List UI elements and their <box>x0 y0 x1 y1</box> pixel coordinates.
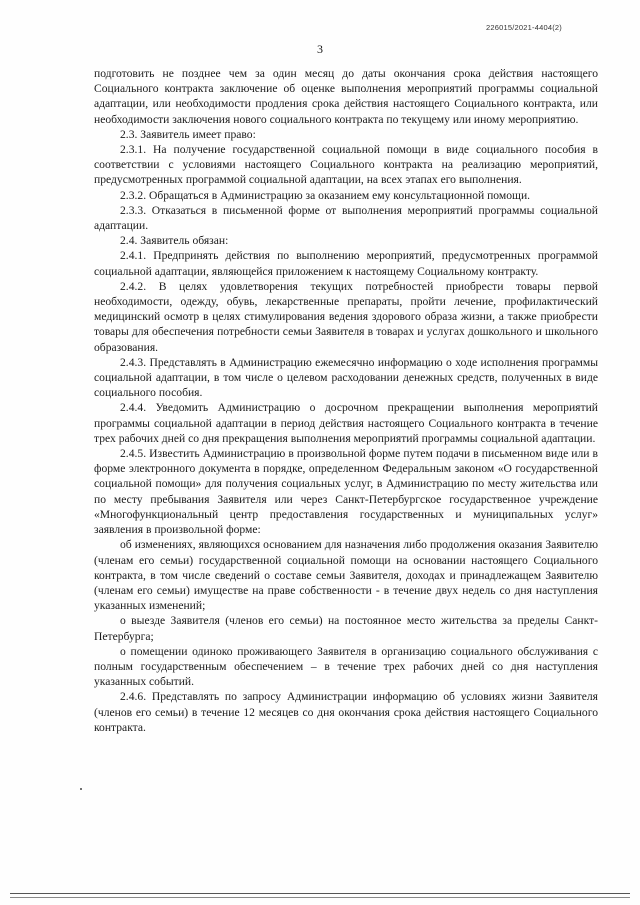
paragraph-changes: об изменениях, являющихся основанием для назначения либо продолжения оказания Заявителю (членам его семьи) государственной социальной помощи на основании настоящего Социального контракта, в том числе сведений о составе семьи Заявителя, доходах и принадлежащем Заявителю (членам его семьи) имуществе на праве собственности - в течение двух недель со дня наступления указанных изменений; <box>94 538 598 613</box>
paragraph-placement: о помещении одиноко проживающего Заявителя в организацию социального обслуживания с полным государственным обеспечением – в течение трех рабочих дней со дня наступления указанных событий. <box>94 644 598 689</box>
paragraph-2-4-1: 2.4.1. Предпринять действия по выполнению мероприятий, предусмотренных программой социальной адаптации, являющейся приложением к настоящему Социальному контракту. <box>94 249 598 278</box>
paragraph-2-4: 2.4. Заявитель обязан: <box>120 234 229 248</box>
paragraph-departure: о выезде Заявителя (членов его семьи) на постоянное место жительства за пределы Санкт-Петербурга; <box>94 614 598 643</box>
paragraph-2-3-2: 2.3.2. Обращаться в Администрацию за оказанием ему консультационной помощи. <box>120 188 531 202</box>
paragraph-2-3-1: 2.3.1. На получение государственной социальной помощи в виде социального пособия в соответствии с условиями настоящего Социального контракта на реализацию мероприятий, предусмотренных программой социальной адаптации, на всех этапах его выполнения. <box>94 143 598 187</box>
paragraph-2-3: 2.3. Заявитель имеет право: <box>120 127 256 141</box>
page-number: 3 <box>317 42 323 56</box>
paragraph-2-4-3: 2.4.3. Представлять в Администрацию ежемесячно информацию о ходе исполнения программы социальной адаптации, в том числе о целевом расходовании денежных средств, полученных в виде социального пособия. <box>94 355 598 400</box>
document-id: 226015/2021-4404(2) <box>486 23 562 32</box>
paragraph-2-4-2: 2.4.2. В целях удовлетворения текущих потребностей приобрести товары первой необходимости, одежду, обувь, лекарственные препараты, пройти лечение, профилактический медицинский осмотр в целях стимулирования ведения здорового образа жизни, а также приобрести товары для обеспечения потребности семьи Заявителя в товарах и услугах дошкольного и школьного образования. <box>94 279 598 354</box>
paragraph-continuation: подготовить не позднее чем за один месяц до даты окончания срока действия настоящего Социального контракта заключение об оценке выполнения мероприятий программы социальной адаптации, или необходимости продления срока действия настоящего Социального контракта, или необходимости заключения нового социального контракта по текущему или иному мероприятию. <box>94 67 598 126</box>
document-body <box>94 66 598 735</box>
paragraph-2-4-6: 2.4.6. Представлять по запросу Администрации информацию об условиях жизни Заявителя (членов его семьи) в течение 12 месяцев со дня окончания срока действия настоящего Социального контракта. <box>94 690 598 734</box>
paragraph-2-4-5: 2.4.5. Известить Администрацию в произвольной форме путем подачи в письменном виде или в форме электронного документа в порядке, определенном Федеральным законом «О государственной социальной помощи» для получения социальных услуг, в Администрацию по месту жительства или по месту пребывания Заявителя или через Санкт-Петербургское государственное учреждение «Многофункциональный центр предоставления государственных и муниципальных услуг» заявления в произвольной форме: <box>94 447 598 537</box>
paragraph-2-4-4: 2.4.4. Уведомить Администрацию о досрочном прекращении выполнения мероприятий программы социальной адаптации в период действия настоящего Социального контракта в течение трех рабочих дней со дня прекращения выполнения мероприятий программы социальной адаптации. <box>94 401 598 445</box>
paragraph-2-3-3: 2.3.3. Отказаться в письменной форме от выполнения мероприятий программы социальной адаптации. <box>94 203 598 233</box>
scan-edge-line <box>10 893 630 894</box>
scan-artifact-dot <box>80 788 82 790</box>
scan-edge-line-secondary <box>10 897 630 898</box>
